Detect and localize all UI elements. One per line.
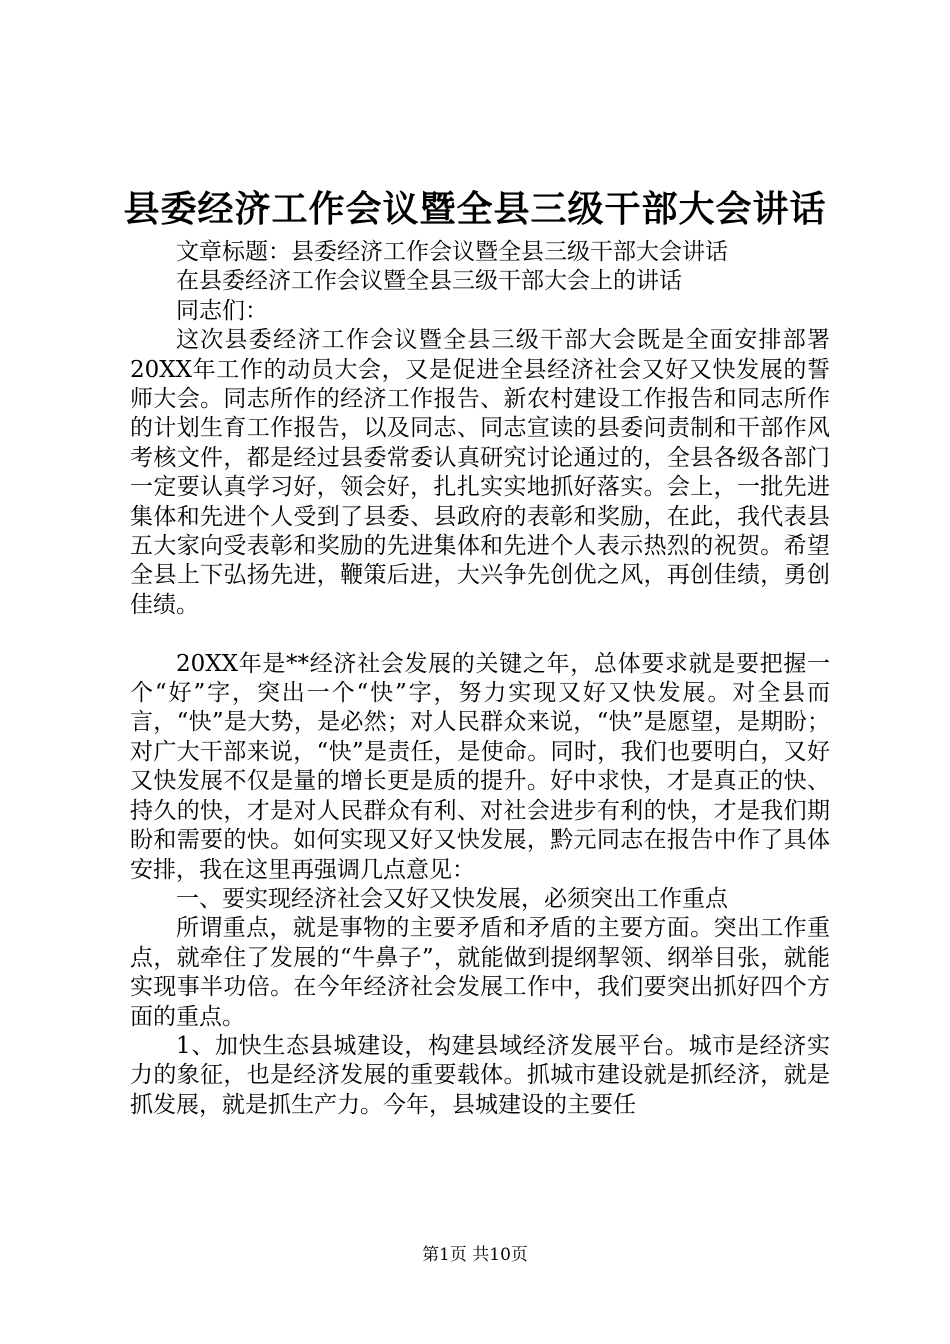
article-title-line: 文章标题：县委经济工作会议暨全县三级干部大会讲话 [176,239,728,265]
document-title: 县委经济工作会议暨全县三级干部大会讲话 [123,188,827,230]
speech-heading-line: 在县委经济工作会议暨全县三级干部大会上的讲话 [176,268,682,295]
body-paragraph: 所谓重点，就是事物的主要矛盾和矛盾的主要方面。突出工作重点，就牵住了发展的“牛鼻子”，就能做到提纲挈领、纲举目张，就能实现事半功倍。在今年经济社会发展工作中，我们要突出抓好四个方面的重点。 [130,915,830,1030]
body-paragraph: 这次县委经济工作会议暨全县三级干部大会既是全面安排部署20XX年工作的动员大会，又是促进全县经济社会又好又快发展的誓师大会。同志所作的经济工作报告、新农村建设工作报告和同志所作的计划生育工作报告，以及同志、同志宣读的县委问责制和干部作风考核文件，都是经过县委常委认真研究讨论通过的，全县各级各部门一定要认真学习好，领会好，扎扎实实地抓好落实。会上，一批先进集体和先进个人受到了县委、县政府的表彰和奖励，在此，我代表县五大家向受表彰和奖励的先进集体和先进个人表示热烈的祝贺。希望全县上下弘扬先进，鞭策后进，大兴争先创优之风，再创佳绩，勇创佳绩。 [130,327,830,618]
document-body [130,238,830,1120]
body-paragraph: 1、加快生态县城建设，构建县域经济发展平台。城市是经济实力的象征，也是经济发展的重要载体。抓城市建设就是抓经济，就是抓发展，就是抓生产力。今年，县城建设的主要任 [130,1032,830,1118]
body-paragraph: 20XX年是**经济社会发展的关键之年，总体要求就是要把握一个“好”字，突出一个“快”字，努力实现又好又快发展。对全县而言，“快”是大势，是必然；对人民群众来说，“快”是愿望，是期盼；对广大干部来说，“快”是责任，是使命。同时，我们也要明白，又好又快发展不仅是量的增长更是质的提升。好中求快，才是真正的快、持久的快，才是对人民群众有利、对社会进步有利的快，才是我们期盼和需要的快。如何实现又好又快发展，黔元同志在报告中作了具体安排，我在这里再强调几点意见： [130,650,830,883]
salutation: 同志们： [176,297,268,324]
page-number: 第1页 共10页 [422,1245,528,1265]
section-heading: 一、要实现经济社会又好又快发展，必须突出工作重点 [176,885,728,912]
